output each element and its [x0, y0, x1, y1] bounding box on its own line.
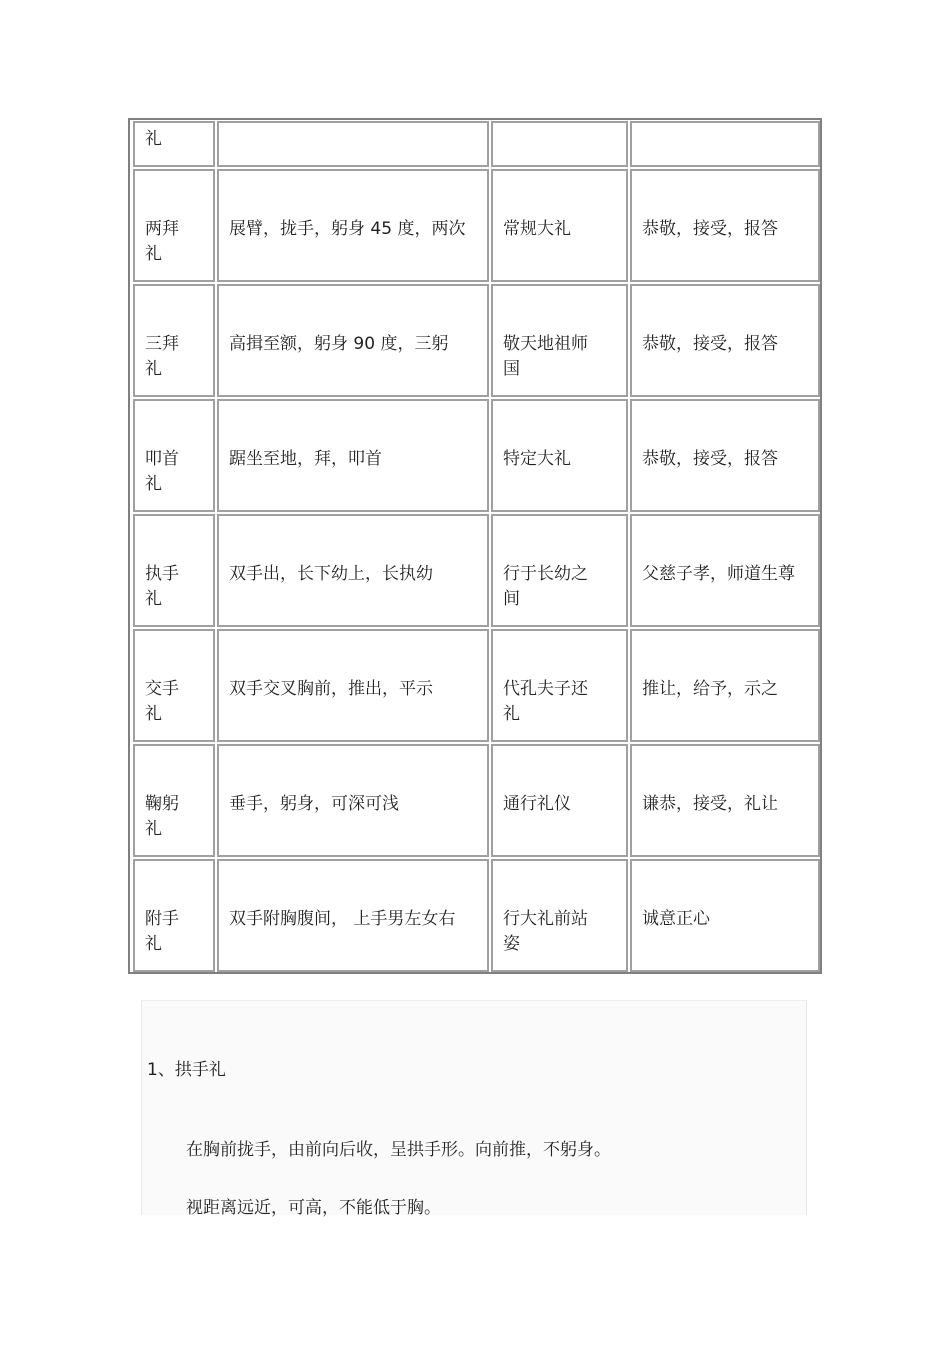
table-row — [130, 744, 820, 857]
table-cell-meaning — [630, 514, 820, 627]
cell-text: 恭敬，接受，报答 — [642, 449, 778, 469]
table-cell-name — [133, 284, 215, 397]
table-row — [130, 514, 820, 627]
cell-text: 行大礼前站姿 — [503, 909, 588, 954]
table-cell-meaning — [630, 859, 820, 972]
table-cell-meaning — [630, 121, 820, 167]
table-row — [130, 284, 820, 397]
cell-text: 代孔夫子还礼 — [503, 679, 588, 724]
cell-text: 父慈子孝，师道生尊 — [642, 564, 795, 584]
table-row — [130, 629, 820, 742]
table-row — [130, 859, 820, 972]
table-cell-occasion — [491, 399, 628, 512]
cell-text: 双手交叉胸前，推出，平示 — [229, 679, 433, 699]
table-cell-meaning — [630, 399, 820, 512]
table-row — [130, 399, 820, 512]
table-cell-name — [133, 121, 215, 167]
cell-text: 垂手，躬身，可深可浅 — [229, 794, 399, 814]
table-cell-meaning — [630, 169, 820, 282]
cell-text: 诚意正心 — [642, 909, 710, 929]
table-cell-action — [217, 744, 489, 857]
table-row — [130, 121, 820, 167]
table-cell-occasion — [491, 859, 628, 972]
section-title: 1、拱手礼 — [147, 1060, 226, 1080]
table-cell-occasion — [491, 629, 628, 742]
cell-text: 鞠躬礼 — [145, 794, 179, 839]
cell-text: 谦恭，接受，礼让 — [642, 794, 778, 814]
cell-text: 三拜礼 — [145, 334, 179, 379]
table-cell-action — [217, 284, 489, 397]
table-cell-occasion — [491, 169, 628, 282]
cell-text: 交手礼 — [145, 679, 179, 724]
table-cell-occasion — [491, 744, 628, 857]
table-cell-name — [133, 629, 215, 742]
paragraph: 在胸前拢手，由前向后收，呈拱手形。向前推，不躬身。 — [186, 1140, 611, 1160]
table-cell-action — [217, 169, 489, 282]
cell-text: 双手附胸腹间， 上手男左女右 — [229, 909, 456, 929]
table-cell-action — [217, 629, 489, 742]
cell-text: 行于长幼之间 — [503, 564, 588, 609]
table-cell-meaning — [630, 629, 820, 742]
cell-text: 展臂，拢手，躬身 45 度，两次 — [229, 219, 466, 239]
table-row — [130, 169, 820, 282]
cell-text: 恭敬，接受，报答 — [642, 219, 778, 239]
cell-text: 通行礼仪 — [503, 794, 571, 814]
table-cell-meaning — [630, 284, 820, 397]
cell-text: 常规大礼 — [503, 219, 571, 239]
paragraph: 视距离远近，可高，不能低于胸。 — [186, 1198, 441, 1218]
cell-text: 附手礼 — [145, 909, 179, 954]
table-cell-action — [217, 514, 489, 627]
table-cell-action — [217, 121, 489, 167]
cell-text: 推让，给予，示之 — [642, 679, 778, 699]
etiquette-table — [128, 118, 822, 974]
table-cell-name — [133, 514, 215, 627]
table-cell-occasion — [491, 284, 628, 397]
cell-text: 踞坐至地，拜，叩首 — [229, 449, 382, 469]
table-cell-meaning — [630, 744, 820, 857]
table-cell-name — [133, 169, 215, 282]
cell-text: 高揖至额，躬身 90 度，三躬 — [229, 334, 449, 354]
cell-text: 特定大礼 — [503, 449, 571, 469]
cell-text: 敬天地祖师国 — [503, 334, 588, 379]
content-panel — [141, 1000, 807, 1218]
cell-text: 执手礼 — [145, 564, 179, 609]
table-cell-name — [133, 399, 215, 512]
table-cell-occasion — [491, 121, 628, 167]
cell-text: 礼 — [145, 129, 162, 149]
table-cell-action — [217, 399, 489, 512]
table-cell-occasion — [491, 514, 628, 627]
cell-text: 恭敬，接受，报答 — [642, 334, 778, 354]
table-cell-name — [133, 744, 215, 857]
table-cell-name — [133, 859, 215, 972]
cell-text: 两拜礼 — [145, 219, 179, 264]
cell-text: 双手出，长下幼上，长执幼 — [229, 564, 433, 584]
table-cell-action — [217, 859, 489, 972]
cell-text: 叩首礼 — [145, 449, 179, 494]
